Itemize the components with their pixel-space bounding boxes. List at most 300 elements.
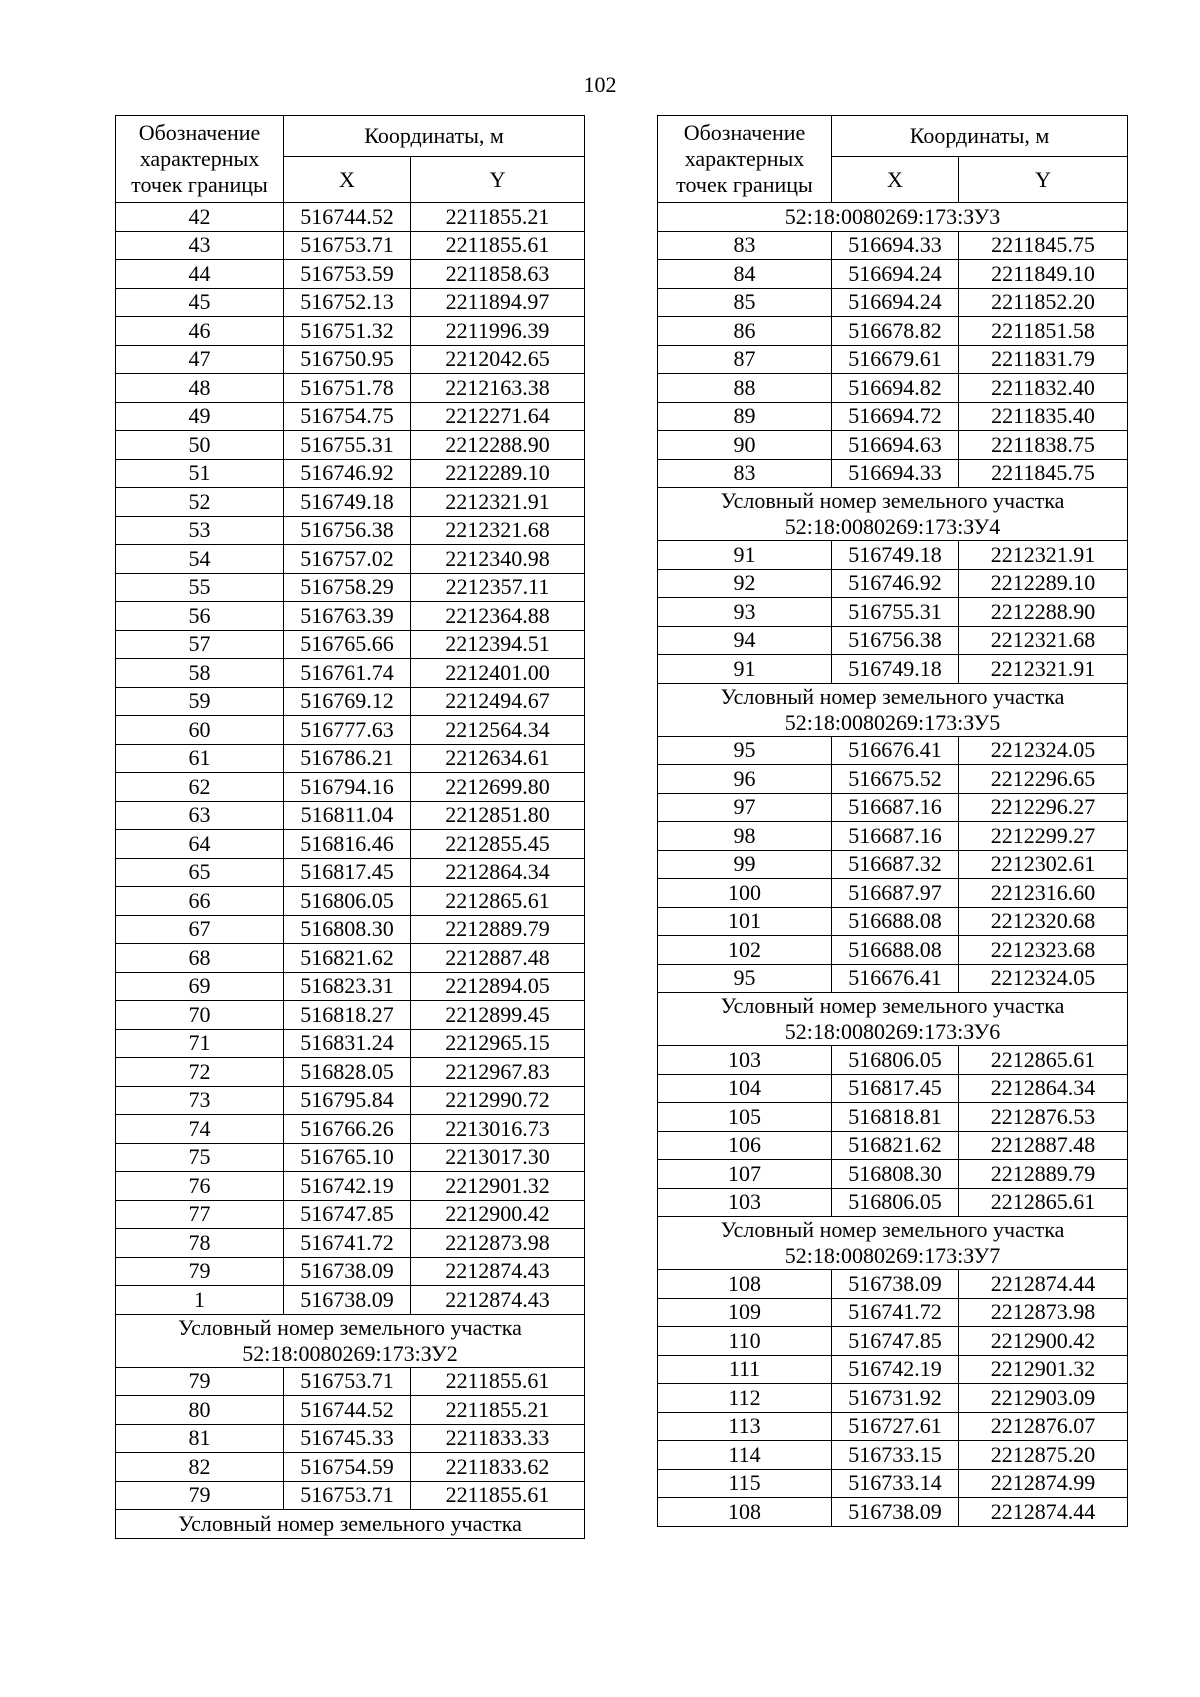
point-number: 97	[658, 793, 832, 822]
table-row	[116, 1453, 585, 1482]
table-row	[658, 1327, 1128, 1356]
coord-y: 2212874.99	[959, 1469, 1128, 1498]
table-row	[116, 374, 585, 403]
coord-x: 516749.18	[284, 488, 411, 517]
point-number: 90	[658, 431, 832, 460]
coord-x: 516755.31	[832, 598, 959, 627]
point-number: 84	[658, 260, 832, 289]
table-row	[116, 687, 585, 716]
coord-y: 2212873.98	[411, 1229, 585, 1258]
coord-y: 2212324.05	[959, 964, 1128, 993]
table-row	[116, 573, 585, 602]
coord-y: 2212901.32	[959, 1355, 1128, 1384]
coord-x: 516738.09	[284, 1286, 411, 1315]
coord-x: 516761.74	[284, 659, 411, 688]
coord-x: 516751.78	[284, 374, 411, 403]
parcel-heading-line: Условный номер земельного участка	[720, 993, 1065, 1018]
table-row	[658, 1384, 1128, 1413]
coord-y: 2211855.61	[411, 1481, 585, 1510]
header-x: X	[284, 157, 411, 203]
coord-x: 516753.71	[284, 231, 411, 260]
coord-y: 2211855.61	[411, 231, 585, 260]
coord-y: 2212634.61	[411, 744, 585, 773]
coord-y: 2212874.43	[411, 1257, 585, 1286]
coord-y: 2211894.97	[411, 288, 585, 317]
table-row	[116, 858, 585, 887]
point-number: 62	[116, 773, 284, 802]
coordinates-table-left	[115, 115, 585, 1539]
coord-x: 516744.52	[284, 1396, 411, 1425]
point-number: 51	[116, 459, 284, 488]
point-number: 115	[658, 1469, 832, 1498]
coord-y: 2212900.42	[411, 1200, 585, 1229]
parcel-heading-line: Условный номер земельного участка	[178, 1510, 522, 1536]
point-number: 103	[658, 1188, 832, 1217]
point-number: 79	[116, 1257, 284, 1286]
parcel-heading	[116, 1510, 585, 1539]
parcel-heading-line: Условный номер земельного участка	[178, 1314, 522, 1340]
point-number: 57	[116, 630, 284, 659]
table-row	[658, 598, 1128, 627]
coord-x: 516817.45	[284, 858, 411, 887]
coord-y: 2211996.39	[411, 317, 585, 346]
point-number: 104	[658, 1074, 832, 1103]
section-row	[658, 993, 1128, 1046]
point-number: 91	[658, 541, 832, 570]
point-number: 83	[658, 231, 832, 260]
point-number: 113	[658, 1412, 832, 1441]
coord-y: 2212299.27	[959, 822, 1128, 851]
coord-x: 516806.05	[284, 887, 411, 916]
coord-y: 2212357.11	[411, 573, 585, 602]
table-row	[116, 1001, 585, 1030]
table-row	[116, 830, 585, 859]
point-number: 95	[658, 964, 832, 993]
table-row	[658, 655, 1128, 684]
coord-y: 2212900.42	[959, 1327, 1128, 1356]
table-row	[658, 288, 1128, 317]
coord-y: 2212321.91	[959, 541, 1128, 570]
table-row	[658, 1103, 1128, 1132]
table-row	[658, 1469, 1128, 1498]
coord-y: 2212340.98	[411, 545, 585, 574]
coord-y: 2211858.63	[411, 260, 585, 289]
coord-y: 2212289.10	[959, 569, 1128, 598]
parcel-heading	[658, 993, 1128, 1046]
table-row	[658, 1412, 1128, 1441]
point-number: 98	[658, 822, 832, 851]
table-row	[116, 516, 585, 545]
point-number: 100	[658, 879, 832, 908]
table-row	[116, 630, 585, 659]
coord-x: 516687.32	[832, 850, 959, 879]
coord-y: 2212864.34	[959, 1074, 1128, 1103]
coord-y: 2212865.61	[411, 887, 585, 916]
table-row	[116, 773, 585, 802]
table-row	[116, 488, 585, 517]
coord-y: 2212873.98	[959, 1298, 1128, 1327]
table-row	[658, 402, 1128, 431]
point-number: 91	[658, 655, 832, 684]
coord-x: 516806.05	[832, 1046, 959, 1075]
table-row	[116, 1086, 585, 1115]
table-row	[116, 260, 585, 289]
coord-y: 2212401.00	[411, 659, 585, 688]
point-number: 58	[116, 659, 284, 688]
point-number: 102	[658, 936, 832, 965]
point-number: 93	[658, 598, 832, 627]
coord-y: 2212394.51	[411, 630, 585, 659]
coord-y: 2212320.68	[959, 907, 1128, 936]
point-number: 78	[116, 1229, 284, 1258]
header-coords: Координаты, м	[284, 116, 585, 157]
coord-y: 2212864.34	[411, 858, 585, 887]
coord-x: 516744.52	[284, 203, 411, 232]
table-row	[658, 850, 1128, 879]
point-number: 50	[116, 431, 284, 460]
point-number: 81	[116, 1424, 284, 1453]
section-row	[658, 488, 1128, 541]
coord-x: 516758.29	[284, 573, 411, 602]
coord-y: 2211849.10	[959, 260, 1128, 289]
point-number: 105	[658, 1103, 832, 1132]
coord-y: 2211835.40	[959, 402, 1128, 431]
coord-y: 2212289.10	[411, 459, 585, 488]
coord-y: 2211832.40	[959, 374, 1128, 403]
coord-x: 516765.10	[284, 1143, 411, 1172]
point-number: 89	[658, 402, 832, 431]
table-row	[658, 317, 1128, 346]
point-number: 109	[658, 1298, 832, 1327]
header-x: X	[832, 157, 959, 203]
table-row	[116, 1257, 585, 1286]
point-number: 103	[658, 1046, 832, 1075]
coordinates-table-right	[657, 115, 1128, 1527]
coord-x: 516765.66	[284, 630, 411, 659]
coord-x: 516818.81	[832, 1103, 959, 1132]
coord-y: 2212699.80	[411, 773, 585, 802]
coord-y: 2211855.21	[411, 1396, 585, 1425]
coord-x: 516816.46	[284, 830, 411, 859]
coord-x: 516746.92	[284, 459, 411, 488]
table-row	[658, 345, 1128, 374]
table-row	[116, 545, 585, 574]
coord-x: 516753.59	[284, 260, 411, 289]
table-row	[658, 736, 1128, 765]
coord-x: 516676.41	[832, 964, 959, 993]
coord-x: 516742.19	[832, 1355, 959, 1384]
coord-x: 516754.75	[284, 402, 411, 431]
coord-y: 2212564.34	[411, 716, 585, 745]
point-number: 72	[116, 1058, 284, 1087]
coord-x: 516754.59	[284, 1453, 411, 1482]
coord-x: 516694.72	[832, 402, 959, 431]
coord-x: 516753.71	[284, 1367, 411, 1396]
parcel-heading-line: Условный номер земельного участка	[720, 488, 1065, 513]
coord-x: 516738.09	[284, 1257, 411, 1286]
table-row	[658, 936, 1128, 965]
coord-y: 2212321.68	[959, 626, 1128, 655]
header-point-col: Обозначение характерных точек границы	[116, 116, 284, 203]
point-number: 59	[116, 687, 284, 716]
coord-y: 2211831.79	[959, 345, 1128, 374]
table-row	[658, 964, 1128, 993]
coord-y: 2212874.44	[959, 1498, 1128, 1527]
coord-y: 2212855.45	[411, 830, 585, 859]
point-number: 61	[116, 744, 284, 773]
table-row	[658, 1270, 1128, 1299]
page-number: 102	[583, 72, 617, 97]
coord-x: 516752.13	[284, 288, 411, 317]
coord-y: 2211851.58	[959, 317, 1128, 346]
coord-x: 516786.21	[284, 744, 411, 773]
point-number: 79	[116, 1481, 284, 1510]
table-row	[658, 1131, 1128, 1160]
table-row	[658, 431, 1128, 460]
coord-x: 516742.19	[284, 1172, 411, 1201]
coord-y: 2212889.79	[959, 1160, 1128, 1189]
coord-x: 516733.14	[832, 1469, 959, 1498]
coord-x: 516821.62	[284, 944, 411, 973]
table-row	[658, 765, 1128, 794]
coord-x: 516741.72	[832, 1298, 959, 1327]
parcel-heading-line: 52:18:0080269:173:ЗУ3	[784, 203, 1001, 229]
point-number: 66	[116, 887, 284, 916]
table-row	[116, 887, 585, 916]
coord-y: 2212364.88	[411, 602, 585, 631]
coord-y: 2212296.27	[959, 793, 1128, 822]
coord-x: 516794.16	[284, 773, 411, 802]
point-number: 68	[116, 944, 284, 973]
table-row	[658, 541, 1128, 570]
parcel-heading	[658, 488, 1128, 541]
coord-y: 2212894.05	[411, 972, 585, 1001]
coord-y: 2212163.38	[411, 374, 585, 403]
table-row	[658, 231, 1128, 260]
coord-y: 2211833.33	[411, 1424, 585, 1453]
table-row	[116, 1115, 585, 1144]
coord-x: 516679.61	[832, 345, 959, 374]
table-row	[116, 1286, 585, 1315]
point-number: 48	[116, 374, 284, 403]
coord-x: 516828.05	[284, 1058, 411, 1087]
coord-y: 2211845.75	[959, 459, 1128, 488]
table-row	[116, 602, 585, 631]
coord-x: 516747.85	[284, 1200, 411, 1229]
table-row	[658, 459, 1128, 488]
coord-x: 516694.63	[832, 431, 959, 460]
coord-x: 516733.15	[832, 1441, 959, 1470]
coord-x: 516756.38	[284, 516, 411, 545]
point-number: 94	[658, 626, 832, 655]
coord-y: 2212901.32	[411, 1172, 585, 1201]
header-y: Y	[411, 157, 585, 203]
point-number: 114	[658, 1441, 832, 1470]
coord-x: 516823.31	[284, 972, 411, 1001]
point-number: 92	[658, 569, 832, 598]
table-row	[658, 1441, 1128, 1470]
coord-y: 2212865.61	[959, 1046, 1128, 1075]
coord-y: 2211855.61	[411, 1367, 585, 1396]
table-row	[658, 374, 1128, 403]
coord-y: 2212865.61	[959, 1188, 1128, 1217]
table-row	[116, 345, 585, 374]
point-number: 63	[116, 801, 284, 830]
coord-y: 2211845.75	[959, 231, 1128, 260]
table-row	[658, 1298, 1128, 1327]
header-coords: Координаты, м	[832, 116, 1128, 157]
point-number: 108	[658, 1498, 832, 1527]
coord-y: 2212876.07	[959, 1412, 1128, 1441]
parcel-heading-line: 52:18:0080269:173:ЗУ5	[784, 709, 1001, 735]
coord-y: 2212302.61	[959, 850, 1128, 879]
coord-y: 2212967.83	[411, 1058, 585, 1087]
parcel-heading-line: 52:18:0080269:173:ЗУ6	[784, 1019, 1001, 1044]
coord-y: 2212323.68	[959, 936, 1128, 965]
coord-x: 516749.18	[832, 541, 959, 570]
coord-y: 2212874.43	[411, 1286, 585, 1315]
point-number: 112	[658, 1384, 832, 1413]
table-row	[116, 1200, 585, 1229]
point-number: 52	[116, 488, 284, 517]
table-row	[658, 1160, 1128, 1189]
table-row	[658, 1188, 1128, 1217]
coord-x: 516811.04	[284, 801, 411, 830]
parcel-heading	[658, 1217, 1128, 1270]
point-number: 95	[658, 736, 832, 765]
table-row	[116, 317, 585, 346]
point-number: 49	[116, 402, 284, 431]
coord-y: 2212874.44	[959, 1270, 1128, 1299]
section-row	[116, 1314, 585, 1367]
coord-x: 516746.92	[832, 569, 959, 598]
point-number: 107	[658, 1160, 832, 1189]
coord-x: 516741.72	[284, 1229, 411, 1258]
point-number: 53	[116, 516, 284, 545]
coord-y: 2211838.75	[959, 431, 1128, 460]
coord-x: 516795.84	[284, 1086, 411, 1115]
coord-x: 516747.85	[832, 1327, 959, 1356]
point-number: 83	[658, 459, 832, 488]
table-row	[116, 944, 585, 973]
coord-y: 2212899.45	[411, 1001, 585, 1030]
point-number: 108	[658, 1270, 832, 1299]
coord-y: 2212875.20	[959, 1441, 1128, 1470]
coord-x: 516738.09	[832, 1498, 959, 1527]
coord-x: 516687.16	[832, 822, 959, 851]
coord-x: 516675.52	[832, 765, 959, 794]
coord-x: 516753.71	[284, 1481, 411, 1510]
point-number: 56	[116, 602, 284, 631]
table-row	[116, 431, 585, 460]
table-row	[658, 1355, 1128, 1384]
coord-y: 2212887.48	[959, 1131, 1128, 1160]
point-number: 60	[116, 716, 284, 745]
table-row	[116, 1367, 585, 1396]
coord-x: 516731.92	[832, 1384, 959, 1413]
table-row	[658, 1046, 1128, 1075]
coord-x: 516678.82	[832, 317, 959, 346]
coord-x: 516694.82	[832, 374, 959, 403]
table-row	[116, 659, 585, 688]
point-number: 42	[116, 203, 284, 232]
section-row	[658, 1217, 1128, 1270]
point-number: 82	[116, 1453, 284, 1482]
point-number: 45	[116, 288, 284, 317]
coord-x: 516818.27	[284, 1001, 411, 1030]
table-row	[658, 1074, 1128, 1103]
table-row	[658, 822, 1128, 851]
coord-y: 2211855.21	[411, 203, 585, 232]
coord-x: 516777.63	[284, 716, 411, 745]
point-number: 101	[658, 907, 832, 936]
point-number: 64	[116, 830, 284, 859]
coord-x: 516694.33	[832, 231, 959, 260]
coord-y: 2212887.48	[411, 944, 585, 973]
header-y: Y	[959, 157, 1128, 203]
coord-x: 516808.30	[832, 1160, 959, 1189]
table-row	[116, 1396, 585, 1425]
table-row	[116, 1058, 585, 1087]
parcel-heading-line: 52:18:0080269:173:ЗУ7	[784, 1243, 1001, 1268]
coord-x: 516766.26	[284, 1115, 411, 1144]
point-number: 46	[116, 317, 284, 346]
point-number: 73	[116, 1086, 284, 1115]
coord-x: 516687.16	[832, 793, 959, 822]
point-number: 99	[658, 850, 832, 879]
table-row	[116, 716, 585, 745]
coord-y: 2212296.65	[959, 765, 1128, 794]
coord-x: 516688.08	[832, 936, 959, 965]
point-number: 55	[116, 573, 284, 602]
coord-x: 516745.33	[284, 1424, 411, 1453]
coord-y: 2212324.05	[959, 736, 1128, 765]
table-row	[116, 203, 585, 232]
table-row	[658, 879, 1128, 908]
coord-y: 2212321.68	[411, 516, 585, 545]
point-number: 80	[116, 1396, 284, 1425]
coord-x: 516751.32	[284, 317, 411, 346]
table-row	[116, 1424, 585, 1453]
coord-x: 516750.95	[284, 345, 411, 374]
table-row	[116, 915, 585, 944]
coord-x: 516749.18	[832, 655, 959, 684]
parcel-heading	[658, 683, 1128, 736]
coord-x: 516687.97	[832, 879, 959, 908]
section-row	[116, 1510, 585, 1539]
table-row	[658, 626, 1128, 655]
point-number: 69	[116, 972, 284, 1001]
point-number: 75	[116, 1143, 284, 1172]
table-row	[116, 402, 585, 431]
point-number: 110	[658, 1327, 832, 1356]
point-number: 88	[658, 374, 832, 403]
coord-y: 2212990.72	[411, 1086, 585, 1115]
point-number: 43	[116, 231, 284, 260]
coord-x: 516738.09	[832, 1270, 959, 1299]
table-row	[116, 801, 585, 830]
coord-x: 516831.24	[284, 1029, 411, 1058]
coord-x: 516755.31	[284, 431, 411, 460]
coord-y: 2212903.09	[959, 1384, 1128, 1413]
coord-y: 2212321.91	[411, 488, 585, 517]
coord-y: 2212876.53	[959, 1103, 1128, 1132]
table-row	[116, 459, 585, 488]
section-row	[658, 683, 1128, 736]
point-number: 1	[116, 1286, 284, 1315]
point-number: 111	[658, 1355, 832, 1384]
coord-x: 516688.08	[832, 907, 959, 936]
